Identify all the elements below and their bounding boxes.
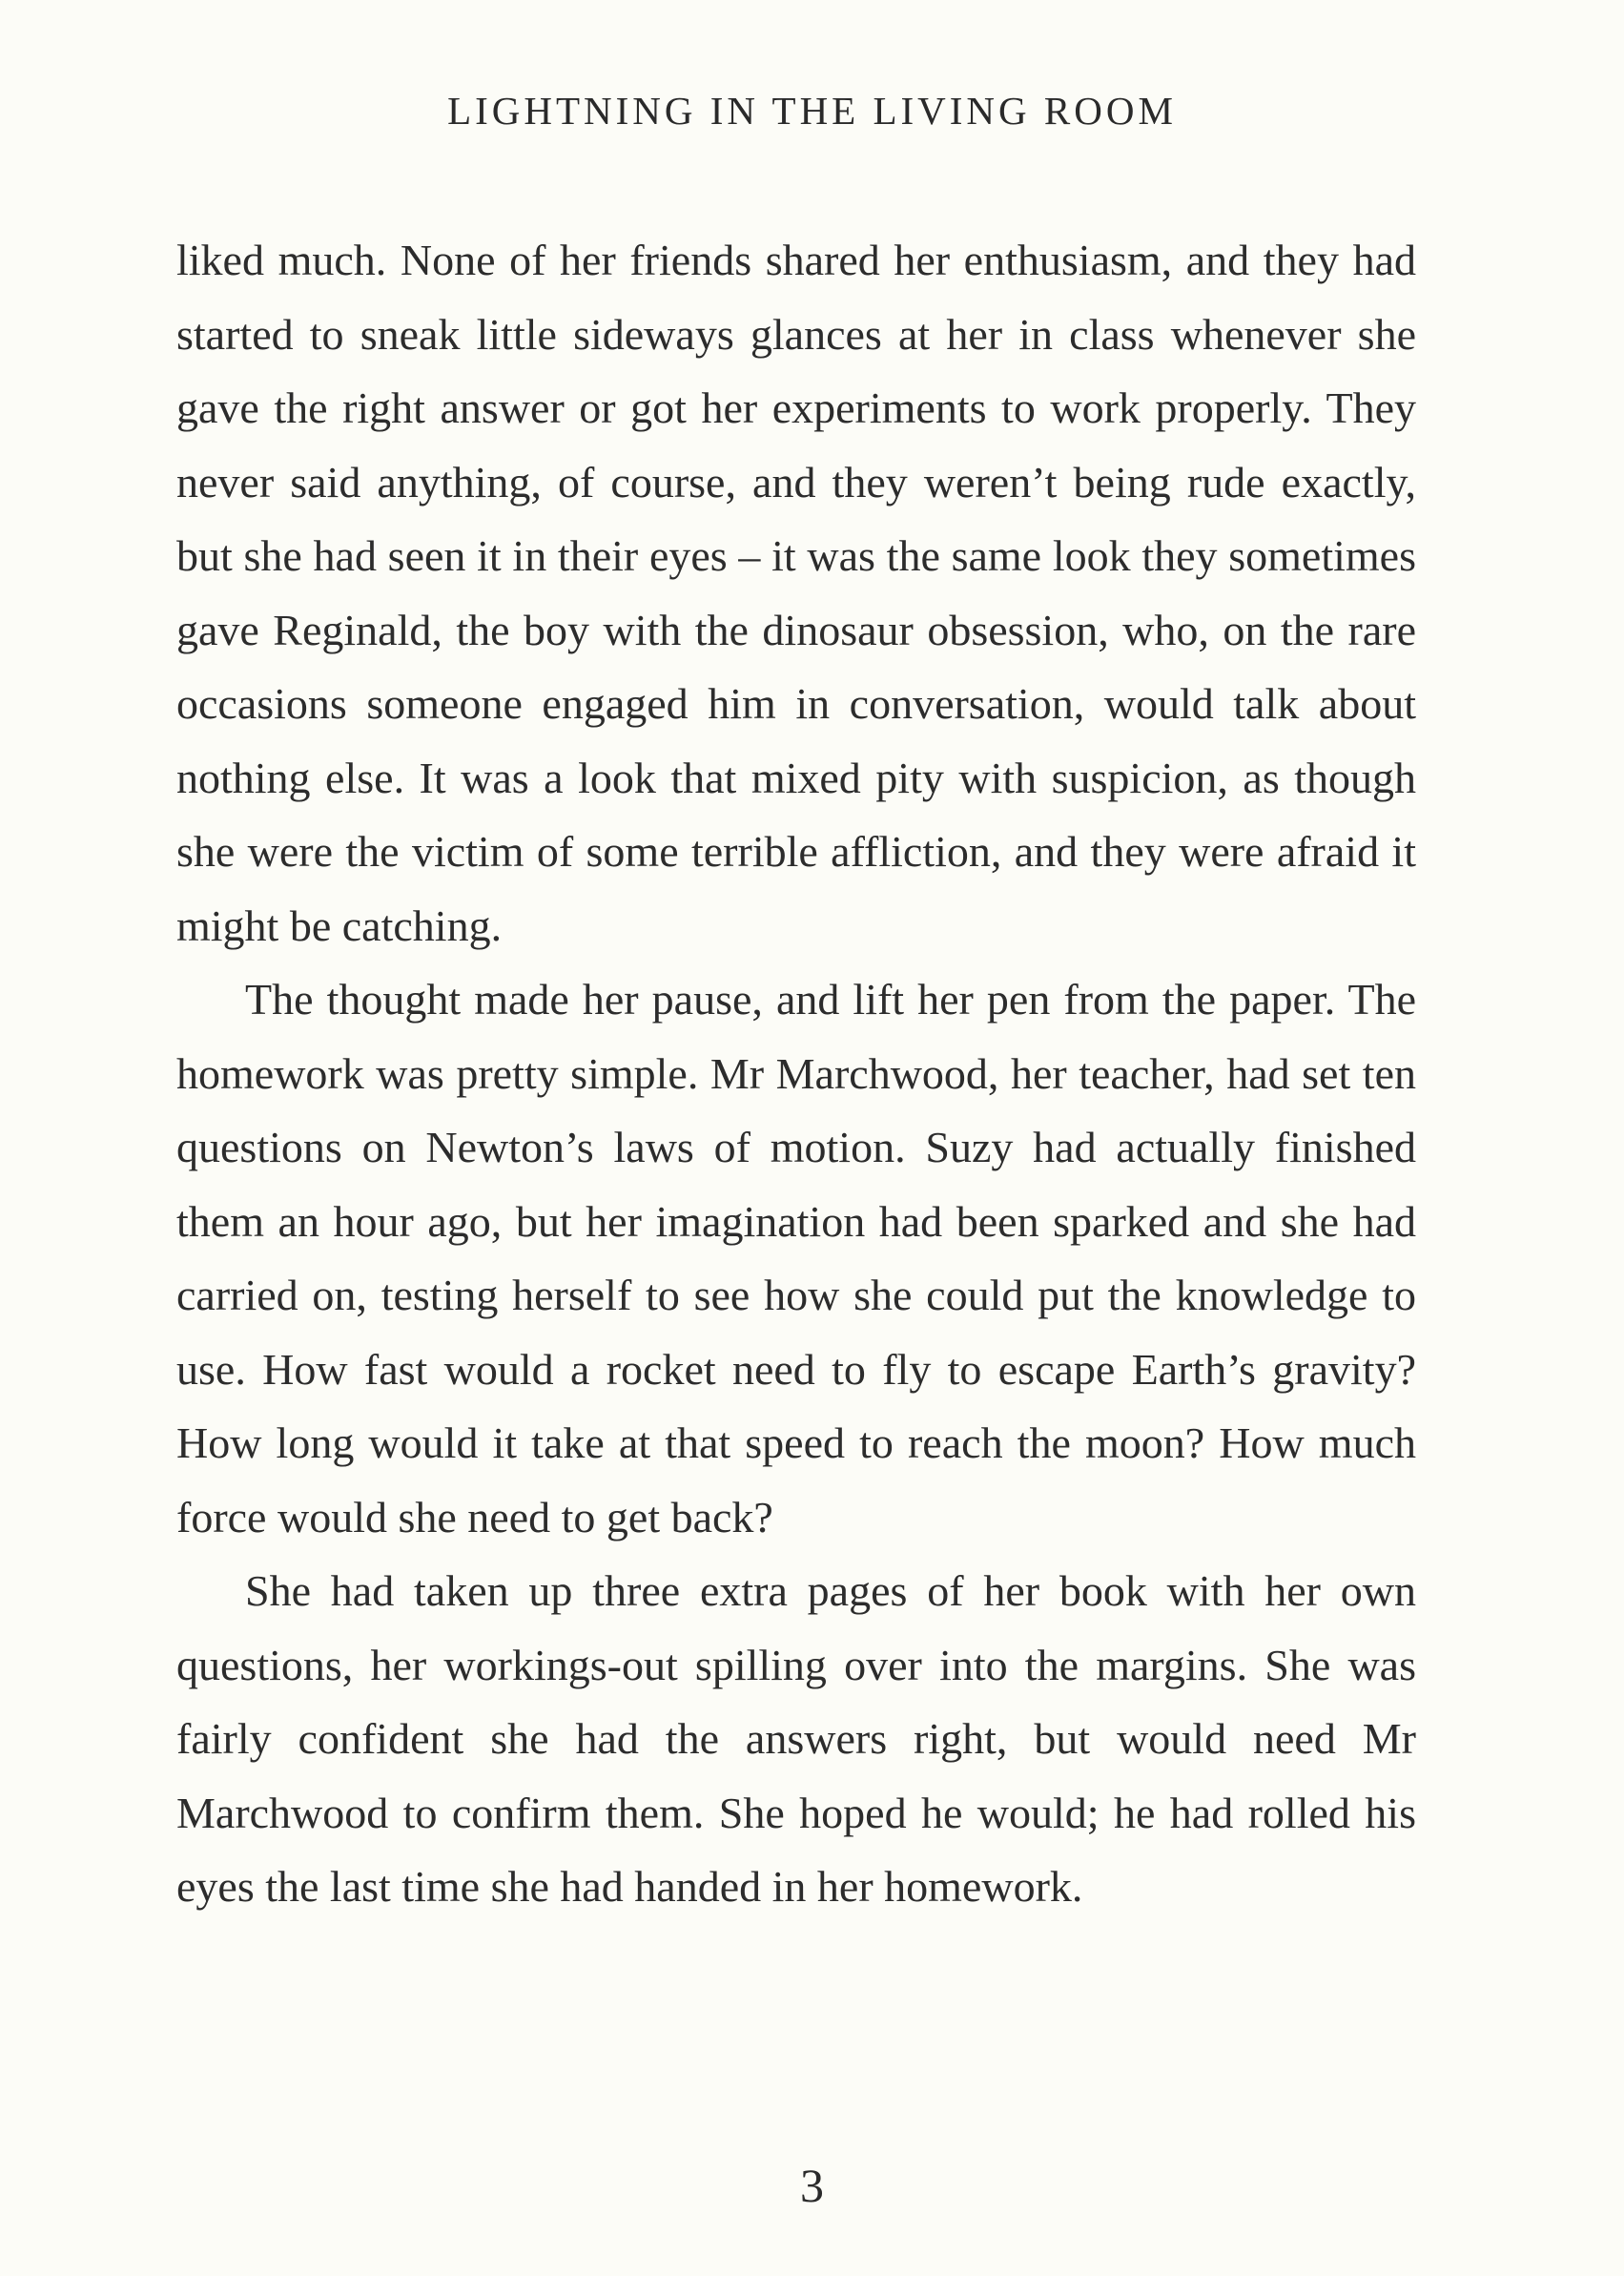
page-number: 3 bbox=[800, 2159, 824, 2212]
running-head-title: LIGHTNING IN THE LIVING ROOM bbox=[447, 89, 1177, 133]
paragraph-2: The thought made her pause, and lift her pen from the paper. The homework was pretty simple. Mr Marchwood, her teacher, had set ten questions on Newton’s laws of motion. Suzy had actually finished them an hour ago, but her imagination had been sparked and she had carried on, testing herself to see how she could put the knowledge to use. How fast would a rocket need to fly to escape Earth’s gravity? How long would it take at that speed to reach the moon? How much force would she need to get back? bbox=[176, 975, 1416, 1541]
paragraph-1: liked much. None of her friends shared her enthusiasm, and they had started to sneak little sideways glances at her in class whenever she gave the right answer or got her experiments to work properly. They never said anything, of course, and they weren’t being rude exactly, but she had seen it in their eyes – it was the same look they sometimes gave Reginald, the boy with the dinosaur obsession, who, on the rare occasions someone engaged him in conversation, would talk about nothing else. It was a look that mixed pity with suspicion, as though she were the victim of some terrible affliction, and they were afraid it might be catching. bbox=[176, 236, 1416, 950]
paragraph-3: She had taken up three extra pages of her book with her own questions, her workings-out spilling over into the margins. She was fairly confident she had the answers right, but would need Mr Marchwood to confirm them. She hoped he would; he had rolled his eyes the last time she had handed in her homework. bbox=[176, 1566, 1416, 1911]
body-text bbox=[176, 223, 1416, 1924]
